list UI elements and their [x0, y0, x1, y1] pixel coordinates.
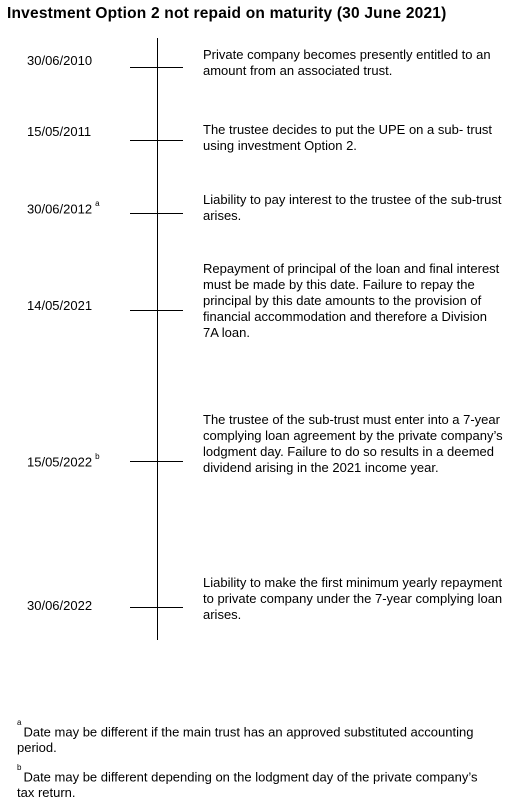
- footnote-text: Date may be different if the main trust has an approved substituted accounting period.: [17, 724, 474, 756]
- footnote-b: [17, 763, 487, 801]
- event-description: Private company becomes presently entitled to an amount from an associated trust.: [203, 47, 491, 78]
- event-description: Liability to pay interest to the trustee of the sub-trust arises.: [203, 192, 502, 223]
- event-date-text: 30/06/2010: [27, 53, 93, 68]
- footnote-mark: b: [17, 763, 22, 772]
- timeline-axis: [157, 38, 158, 640]
- timeline-tick: [130, 67, 183, 68]
- footnote-mark: a: [17, 718, 22, 727]
- event-date: [27, 124, 91, 139]
- event-date-text: 30/06/2012: [27, 201, 93, 217]
- footnote-marker: a: [95, 199, 100, 208]
- event-date-text: 15/05/2022: [27, 454, 93, 470]
- footnote-marker: b: [95, 452, 100, 461]
- footnote-a: [17, 718, 487, 756]
- event-date: [27, 53, 92, 68]
- timeline-tick: [130, 310, 183, 311]
- event-description: The trustee decides to put the UPE on a sub- trust using investment Option 2.: [203, 122, 493, 153]
- event-description: Repayment of principal of the loan and final interest must be made by this date. Failure to repay the principal by this date amounts to the provision of financial accommodation and therefore a Division 7A loan.: [203, 261, 500, 340]
- timeline-tick: [130, 461, 183, 462]
- event-date-text: 30/06/2022: [27, 598, 93, 613]
- event-date: [27, 598, 92, 613]
- diagram-title: Investment Option 2 not repaid on maturity (30 June 2021): [7, 5, 447, 22]
- event-description: The trustee of the sub-trust must enter into a 7-year complying loan agreement by the private company’s lodgment day. Failure to do so results in a deemed dividend arising in the 2021 income year.: [203, 412, 503, 475]
- event-description: Liability to make the first minimum yearly repayment to private company under the 7-year complying loan arises.: [203, 575, 503, 622]
- timeline-tick: [130, 140, 183, 141]
- event-date-text: 14/05/2021: [27, 298, 93, 313]
- event-date: [27, 201, 100, 216]
- footnote-text: Date may be different depending on the lodgment day of the private company’s tax return.: [17, 769, 478, 801]
- event-date-text: 15/05/2011: [27, 124, 92, 139]
- event-date: [27, 298, 92, 313]
- timeline-tick: [130, 213, 183, 214]
- event-date: [27, 454, 100, 469]
- timeline-tick: [130, 607, 183, 608]
